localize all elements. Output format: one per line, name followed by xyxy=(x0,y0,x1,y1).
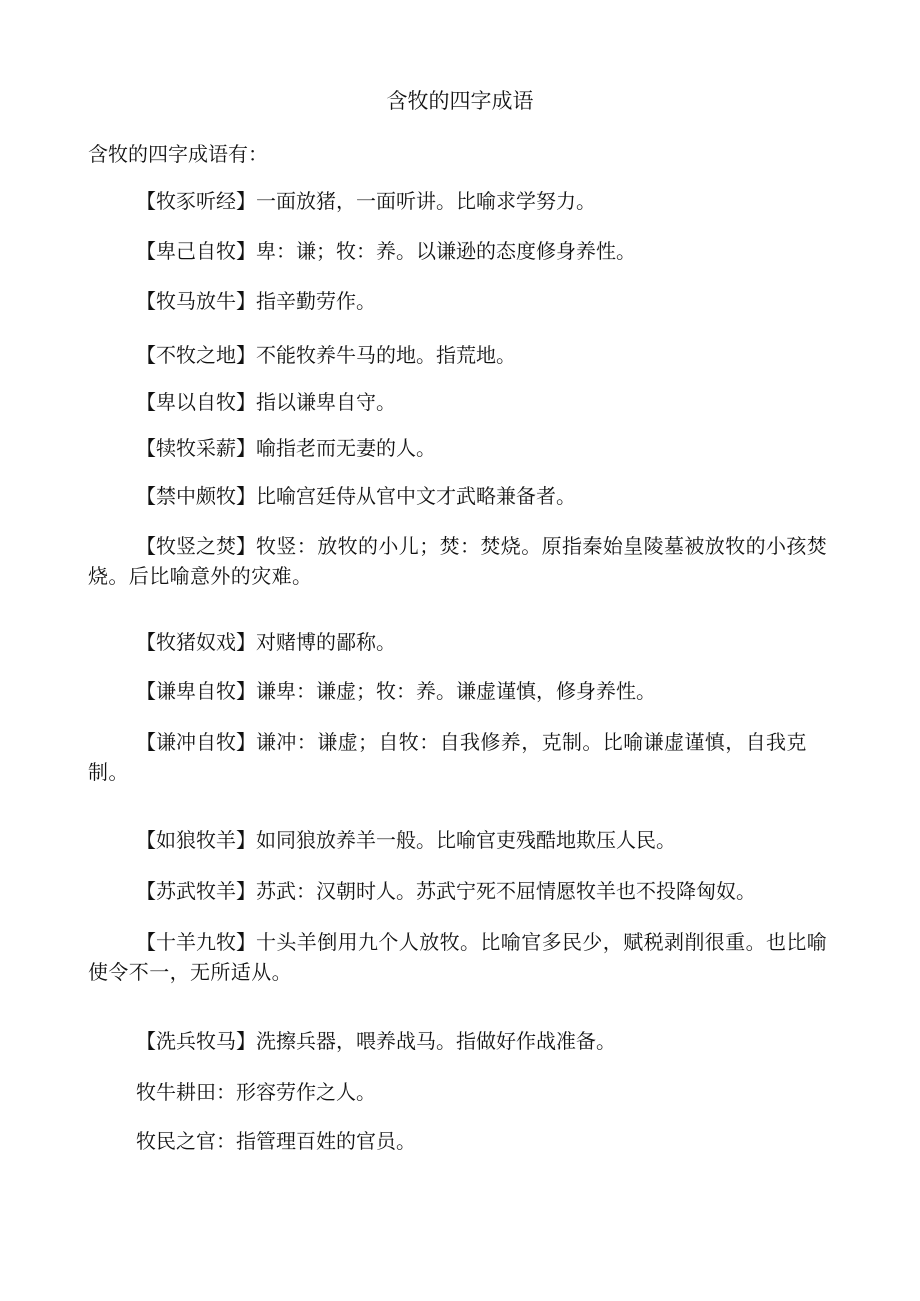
idiom-entry xyxy=(136,825,676,855)
idiom-term: 【禁中颇牧】 xyxy=(136,484,256,508)
idiom-definition: 十头羊倒用九个人放牧。比喻官多民少，赋税剥削很重。也比喻使令不一，无所适从。 xyxy=(88,930,828,984)
idiom-term: 牧牛耕田： xyxy=(136,1080,236,1104)
idiom-term: 【不牧之地】 xyxy=(136,343,256,367)
idiom-term: 【卑己自牧】 xyxy=(136,239,256,263)
idiom-entry xyxy=(136,481,576,511)
idiom-entry xyxy=(136,387,396,417)
idiom-definition: 指管理百姓的官员。 xyxy=(236,1129,416,1153)
idiom-entry xyxy=(88,927,836,987)
idiom-definition: 比喻宫廷侍从官中文才武略兼备者。 xyxy=(256,484,576,508)
idiom-definition: 牧竖：放牧的小儿；焚：焚烧。原指秦始皇陵墓被放牧的小孩焚烧。后比喻意外的灾难。 xyxy=(88,534,828,588)
idiom-definition: 对赌博的鄙称。 xyxy=(256,630,396,654)
idiom-definition: 指以谦卑自守。 xyxy=(256,390,396,414)
idiom-term: 【谦冲自牧】 xyxy=(136,730,256,754)
idiom-term: 【犊牧采薪】 xyxy=(136,436,256,460)
idiom-entry xyxy=(136,186,596,216)
idiom-term: 【牧猪奴戏】 xyxy=(136,630,256,654)
idiom-term: 【十羊九牧】 xyxy=(136,930,256,954)
idiom-entry xyxy=(136,433,436,463)
idiom-term: 【牧豕听经】 xyxy=(136,189,256,213)
idiom-term: 【牧竖之焚】 xyxy=(136,534,256,558)
idiom-entry xyxy=(136,1026,616,1056)
idiom-entry xyxy=(88,531,836,591)
idiom-term: 【牧马放牛】 xyxy=(136,289,256,313)
idiom-term: 【洗兵牧马】 xyxy=(136,1029,256,1053)
idiom-definition: 谦卑：谦虚；牧：养。谦虚谨慎，修身养性。 xyxy=(256,679,656,703)
idiom-entry xyxy=(136,1126,416,1156)
idiom-term: 【苏武牧羊】 xyxy=(136,879,256,903)
idiom-entry xyxy=(136,236,636,266)
idiom-entry xyxy=(136,876,756,906)
idiom-definition: 不能牧养牛马的地。指荒地。 xyxy=(256,343,516,367)
idiom-definition: 苏武：汉朝时人。苏武宁死不屈情愿牧羊也不投降匈奴。 xyxy=(256,879,756,903)
idiom-term: 【卑以自牧】 xyxy=(136,390,256,414)
idiom-entry xyxy=(136,676,656,706)
page-title: 含牧的四字成语 xyxy=(386,89,534,113)
idiom-entry xyxy=(136,340,516,370)
idiom-definition: 形容劳作之人。 xyxy=(236,1080,376,1104)
idiom-term: 牧民之官： xyxy=(136,1129,236,1153)
idiom-term: 【如狼牧羊】 xyxy=(136,828,256,852)
idiom-entry xyxy=(136,1077,376,1107)
idiom-definition: 指辛勤劳作。 xyxy=(256,289,376,313)
idiom-definition: 卑：谦；牧：养。以谦逊的态度修身养性。 xyxy=(256,239,636,263)
idiom-entry xyxy=(136,627,396,657)
idiom-definition: 喻指老而无妻的人。 xyxy=(256,436,436,460)
intro-text: 含牧的四字成语有： xyxy=(88,142,268,166)
idiom-definition: 谦冲：谦虚；自牧：自我修养，克制。比喻谦虚谨慎，自我克制。 xyxy=(88,730,807,784)
idiom-definition: 洗擦兵器，喂养战马。指做好作战准备。 xyxy=(256,1029,616,1053)
idiom-term: 【谦卑自牧】 xyxy=(136,679,256,703)
idiom-entry xyxy=(136,286,376,316)
idiom-entry xyxy=(88,727,836,787)
idiom-definition: 一面放猪，一面听讲。比喻求学努力。 xyxy=(256,189,596,213)
idiom-definition: 如同狼放养羊一般。比喻官吏残酷地欺压人民。 xyxy=(256,828,676,852)
